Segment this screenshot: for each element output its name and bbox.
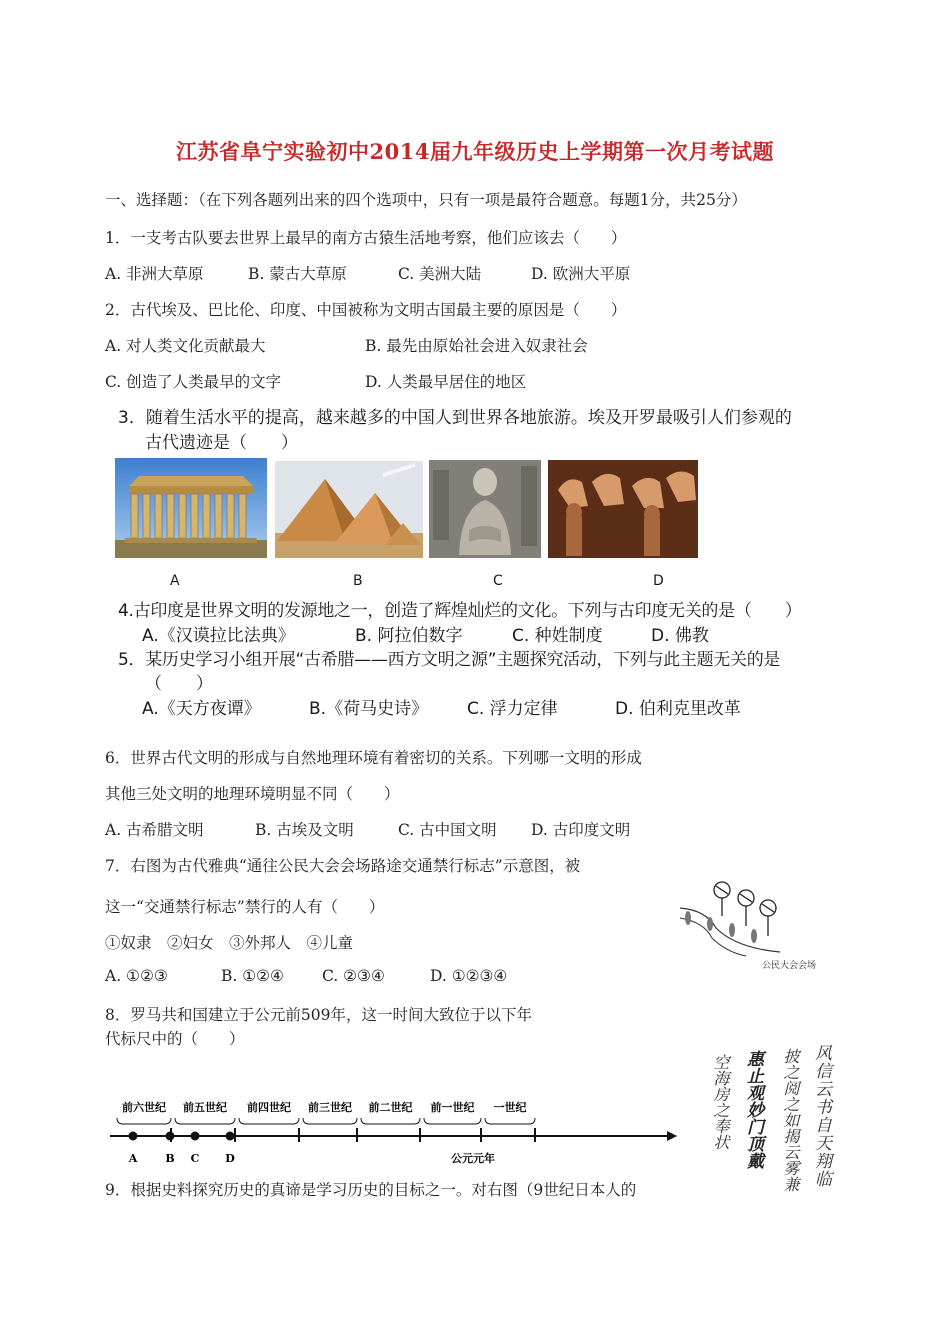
question-5-option-d[interactable]: D. 伯利克里改革 — [615, 699, 741, 719]
question-2-option-d[interactable]: D. 人类最早居住的地区 — [365, 373, 527, 391]
question-4-option-d[interactable]: D. 佛教 — [651, 626, 709, 646]
question-1-option-b[interactable]: B. 蒙古大草原 — [248, 265, 347, 283]
question-1-option-c[interactable]: C. 美洲大陆 — [398, 265, 482, 283]
image-label-d: D — [653, 573, 664, 589]
century-bracket — [303, 1118, 357, 1124]
question-2-option-a[interactable]: A. 对人类文化贡献最大 — [105, 337, 266, 355]
buddha-statue-image[interactable] — [429, 460, 541, 558]
century-bracket — [175, 1118, 235, 1124]
timeline-point-label: B — [165, 1152, 175, 1165]
question-4-option-a[interactable]: A.《汉谟拉比法典》 — [142, 626, 295, 646]
image-label-c: C — [493, 573, 503, 589]
question-5-option-a[interactable]: A.《天方夜谭》 — [142, 699, 261, 719]
question-4-stem: 4.古印度是世界文明的发源地之一，创造了辉煌灿烂的文化。下列与古印度无关的是（ ） — [118, 601, 802, 621]
calligraphy-column-2: 披之阅之如揭云雾兼 — [781, 1048, 800, 1192]
timeline-point-label: C — [190, 1152, 200, 1165]
century-label: 前一世纪 — [430, 1101, 475, 1114]
question-6-option-c[interactable]: C. 古中国文明 — [398, 821, 497, 839]
question-7-option-d[interactable]: D. ①②③④ — [430, 967, 508, 985]
question-7-option-b[interactable]: B. ①②④ — [221, 967, 284, 985]
century-label: 前五世纪 — [183, 1101, 227, 1114]
question-5-option-b[interactable]: B.《荷马史诗》 — [309, 699, 429, 719]
image-label-b: B — [353, 573, 363, 589]
question-2-option-b[interactable]: B. 最先由原始社会进入奴隶社会 — [365, 337, 588, 355]
figure-caption: 公民大会会场 — [762, 961, 817, 971]
question-7-option-a[interactable]: A. ①②③ — [105, 967, 168, 985]
epoch-label: 公元元年 — [451, 1152, 495, 1165]
timeline-point[interactable] — [166, 1132, 175, 1141]
question-3-line-2: 古代遗迹是（ ） — [145, 433, 298, 453]
question-8-line-2: 代标尺中的（ ） — [105, 1030, 245, 1048]
calligraphy-column-1: 风信云书自天翔临 — [811, 1044, 831, 1188]
question-6-option-d[interactable]: D. 古印度文明 — [531, 821, 631, 839]
question-7-line-1: 7．右图为古代雅典“通往公民大会会场路途交通禁行标志”示意图，被 — [105, 857, 581, 875]
question-5-line-1: 5．某历史学习小组开展“古希腊——西方文明之源”主题探究活动，下列与此主题无关的是 — [118, 650, 781, 670]
century-bracket — [361, 1118, 420, 1124]
question-7-option-c[interactable]: C. ②③④ — [322, 967, 385, 985]
timeline-ruler — [105, 1094, 680, 1168]
question-1-option-a[interactable]: A. 非洲大草原 — [105, 265, 204, 283]
question-6-option-b[interactable]: B. 古埃及文明 — [255, 821, 354, 839]
century-label: 前四世纪 — [247, 1101, 291, 1114]
question-5-line-2: （ ） — [145, 674, 213, 694]
page-title: 江苏省阜宁实验初中2014届九年级历史上学期第一次月考试题 — [176, 139, 774, 164]
timeline-point-label: D — [225, 1152, 235, 1165]
calligraphy-manuscript-image — [700, 1044, 840, 1230]
question-9-line-1: 9．根据史料探究历史的真谛是学习历史的目标之一。对右图（9世纪日本人的 — [105, 1181, 637, 1199]
question-6-line-1: 6．世界古代文明的形成与自然地理环境有着密切的关系。下列哪一文明的形成 — [105, 749, 642, 767]
timeline-point[interactable] — [226, 1132, 235, 1141]
question-1-option-d[interactable]: D. 欧洲大平原 — [531, 265, 631, 283]
century-bracket — [485, 1118, 535, 1124]
question-6-option-a[interactable]: A. 古希腊文明 — [105, 821, 204, 839]
question-6-line-2: 其他三处文明的地理环境明显不同（ ） — [105, 785, 400, 803]
century-bracket — [239, 1118, 299, 1124]
question-1-stem: 1．一支考古队要去世界上最早的南方古猿生活地考察，他们应该去（ ） — [105, 229, 627, 247]
timeline-point[interactable] — [191, 1132, 200, 1141]
calligraphy-column-4: 空海房之奉状 — [711, 1054, 730, 1150]
timeline-point[interactable] — [129, 1132, 138, 1141]
question-8-line-1: 8．罗马共和国建立于公元前509年，这一时间大致位于以下年 — [105, 1006, 532, 1024]
century-label: 一世纪 — [493, 1101, 527, 1114]
parthenon-image[interactable] — [115, 458, 267, 558]
question-3-line-1: 3．随着生活水平的提高，越来越多的中国人到世界各地旅游。埃及开罗最吸引人们参观的 — [118, 408, 792, 428]
century-label: 前三世纪 — [308, 1101, 352, 1114]
century-label: 前六世纪 — [122, 1101, 166, 1114]
question-7-items: ①奴隶 ②妇女 ③外邦人 ④儿童 — [105, 934, 354, 952]
question-7-line-2: 这一“交通禁行标志”禁行的人有（ ） — [105, 898, 385, 916]
question-2-stem: 2．古代埃及、巴比伦、印度、中国被称为文明古国最主要的原因是（ ） — [105, 301, 627, 319]
century-label: 前二世纪 — [368, 1101, 413, 1114]
question-4-option-b[interactable]: B. 阿拉伯数字 — [355, 626, 463, 646]
calligraphy-column-3: 惠止观妙门顶戴 — [743, 1050, 763, 1169]
traffic-ban-sign-figure — [676, 878, 786, 958]
pyramids-image[interactable] — [275, 461, 423, 558]
question-5-option-c[interactable]: C. 浮力定律 — [467, 699, 558, 719]
century-bracket — [424, 1118, 481, 1124]
question-2-option-c[interactable]: C. 创造了人类最早的文字 — [105, 373, 282, 391]
question-4-option-c[interactable]: C. 种姓制度 — [512, 626, 603, 646]
terracotta-warriors-image[interactable] — [548, 460, 698, 558]
century-bracket — [117, 1118, 171, 1124]
image-label-a: A — [170, 573, 180, 589]
section-heading: 一、选择题：（在下列各题列出来的四个选项中，只有一项是最符合题意。每题1分，共25分） — [105, 191, 747, 209]
timeline-point-label: A — [128, 1152, 138, 1165]
